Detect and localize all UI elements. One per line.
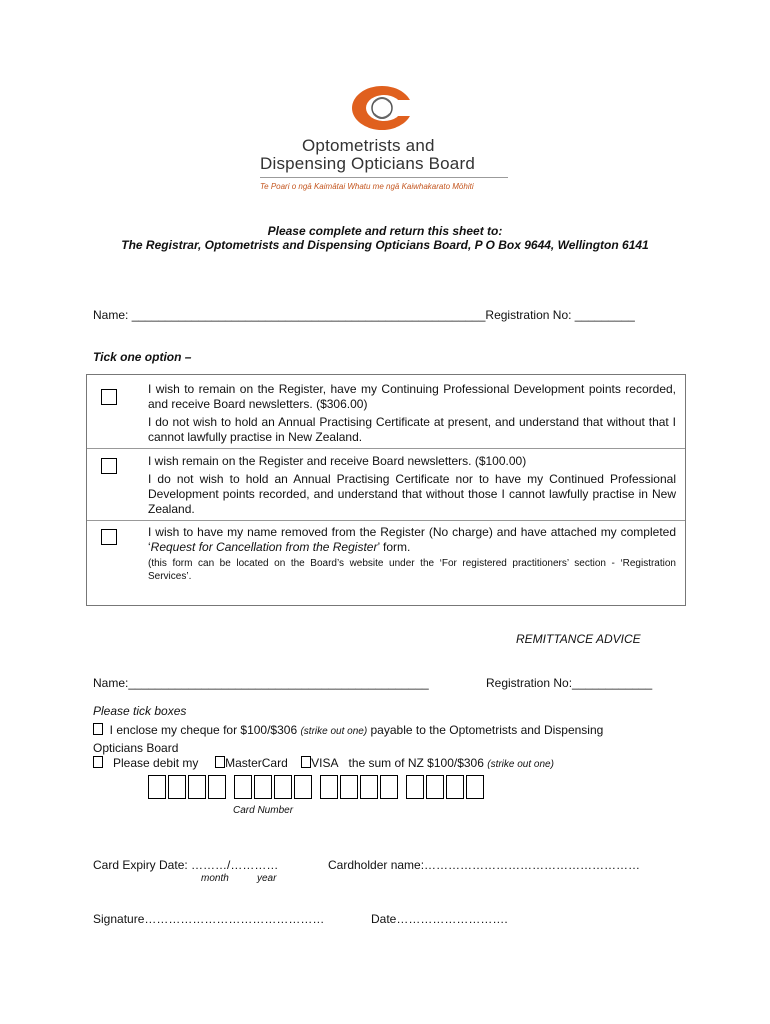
remittance-reg-label: Registration No:	[486, 676, 573, 690]
option-3-note: (this form can be located on the Board’s website under the ‘For registered practitioners’ section - ‘Registration Services’.	[148, 558, 676, 582]
option-3-line1	[148, 525, 676, 555]
card-expiry-field[interactable]: Card Expiry Date: ………/…………	[93, 858, 279, 872]
logo-tagline: Te Poari o ngā Kaimātai Whatu me ngā Kaiwhakarato Mōhiti	[260, 182, 474, 191]
remittance-reg-field[interactable]: ____________	[572, 676, 653, 690]
sum-text: the sum of NZ $100/$306	[348, 756, 488, 770]
card-number-boxes	[148, 775, 492, 802]
signature-row	[93, 912, 324, 926]
card-digit-box[interactable]	[294, 775, 312, 799]
cheque-checkbox[interactable]	[93, 723, 103, 735]
option-3-text-c: ’ form.	[377, 540, 411, 554]
cheque-row	[93, 722, 673, 756]
signature-field[interactable]: ………………………………………	[144, 912, 325, 926]
debit-checkbox[interactable]	[93, 756, 103, 768]
cardholder-name-field[interactable]: Cardholder name:………………………………………………	[328, 858, 641, 872]
card-digit-box[interactable]	[148, 775, 166, 799]
year-label: year	[257, 873, 277, 884]
registration-field[interactable]: _________	[574, 308, 635, 322]
card-digit-box[interactable]	[320, 775, 338, 799]
card-digit-box[interactable]	[274, 775, 292, 799]
remittance-name-row	[93, 676, 429, 690]
remittance-heading: REMITTANCE ADVICE	[516, 632, 641, 646]
option-2-text	[148, 454, 676, 517]
option-2-line2: I do not wish to hold an Annual Practising Certificate nor to have my Continued Professional Development points recorded, and understand that without those I cannot lawfully practise in New Zealand.	[148, 472, 676, 516]
card-digit-box[interactable]	[406, 775, 424, 799]
card-group	[148, 775, 228, 802]
card-digit-box[interactable]	[168, 775, 186, 799]
option-3-checkbox[interactable]	[101, 529, 117, 545]
card-number-label: Card Number	[233, 805, 294, 816]
option-divider	[87, 520, 685, 521]
logo-divider	[260, 177, 508, 178]
tick-option-heading: Tick one option –	[93, 350, 192, 364]
cheque-text-b: payable to the Optometrists and Dispensing	[367, 723, 604, 737]
card-digit-box[interactable]	[426, 775, 444, 799]
remittance-name-field[interactable]: _____________________________________________	[128, 676, 429, 690]
logo-line2: Dispensing Opticians Board	[260, 154, 475, 173]
option-divider	[87, 448, 685, 449]
cheque-text-a: I enclose my cheque for $100/$306	[109, 723, 301, 737]
name-registration-row	[93, 308, 635, 322]
remittance-reg-row	[486, 676, 652, 690]
return-notice-line2: The Registrar, Optometrists and Dispensing Opticians Board, P O Box 9644, Wellington 6141	[121, 238, 649, 252]
name-label: Name:	[93, 308, 132, 322]
registration-label: Registration No:	[485, 308, 575, 322]
option-3-text	[148, 525, 676, 583]
cheque-text-c: Opticians Board	[93, 741, 179, 755]
option-2-checkbox[interactable]	[101, 458, 117, 474]
date-label: Date	[371, 912, 397, 926]
visa-checkbox[interactable]	[301, 756, 311, 768]
visa-label: VISA	[311, 756, 339, 770]
card-digit-box[interactable]	[188, 775, 206, 799]
card-group	[234, 775, 314, 802]
card-digit-box[interactable]	[360, 775, 378, 799]
logo-line1: Optometrists and	[302, 136, 435, 155]
option-3-text-a: I wish to have my name removed from the Register (No charge) and have attached my completed ‘	[148, 525, 676, 554]
mastercard-checkbox[interactable]	[215, 756, 225, 768]
option-2-line1: I wish remain on the Register and receive Board newsletters. ($100.00)	[148, 454, 527, 468]
option-1-checkbox[interactable]	[101, 389, 117, 405]
card-group	[320, 775, 400, 802]
card-digit-box[interactable]	[254, 775, 272, 799]
date-field[interactable]: ……………………….	[396, 912, 508, 926]
option-1-line2: I do not wish to hold an Annual Practising Certificate at present, and understand that without that I cannot lawfully practise in New Zealand.	[148, 415, 676, 444]
debit-row	[93, 756, 554, 770]
signature-label: Signature	[93, 912, 145, 926]
card-digit-box[interactable]	[234, 775, 252, 799]
card-digit-box[interactable]	[340, 775, 358, 799]
card-digit-box[interactable]	[380, 775, 398, 799]
month-label: month	[201, 873, 229, 884]
card-digit-box[interactable]	[466, 775, 484, 799]
tick-boxes-label: Please tick boxes	[93, 704, 187, 718]
name-field[interactable]: _____________________________________________________	[131, 308, 486, 322]
mastercard-label: MasterCard	[225, 756, 288, 770]
sum-strike-note: (strike out one)	[487, 759, 554, 770]
eye-c-logo-icon	[349, 84, 415, 134]
cheque-strike-note: (strike out one)	[300, 726, 368, 737]
card-digit-box[interactable]	[446, 775, 464, 799]
return-notice-line1: Please complete and return this sheet to:	[267, 224, 503, 238]
card-group	[406, 775, 486, 802]
debit-label: Please debit my	[113, 756, 199, 770]
option-1-line1: I wish to remain on the Register, have my Continuing Professional Development points recorded, and receive Board newsletters. ($306.00)	[148, 382, 676, 411]
option-1-text	[148, 382, 676, 445]
remittance-name-label: Name:	[93, 676, 129, 690]
board-logo	[254, 84, 514, 196]
cancellation-form-name: Request for Cancellation from the Register	[150, 540, 378, 554]
date-row	[371, 912, 508, 926]
card-digit-box[interactable]	[208, 775, 226, 799]
